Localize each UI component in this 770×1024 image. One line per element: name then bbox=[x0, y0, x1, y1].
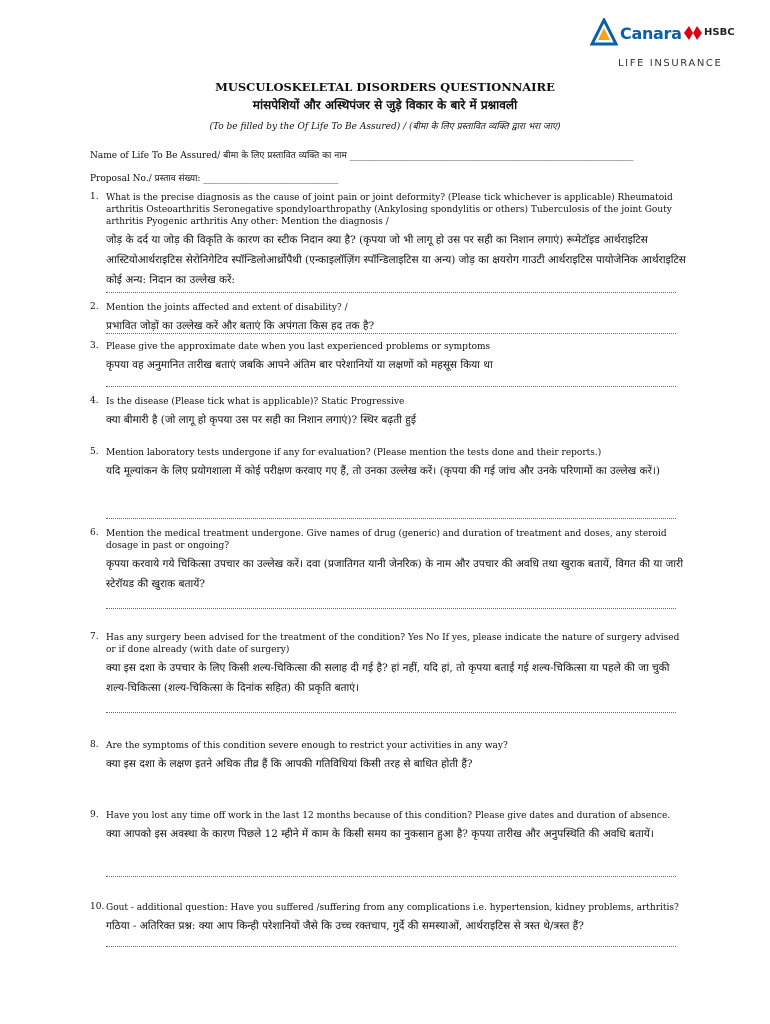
question-text-hi: प्रभावित जोड़ों का उल्लेख करें और बताएं कि अपंगता किस हद तक है? bbox=[106, 320, 375, 332]
question-text-hi: यदि मूल्यांकन के लिए प्रयोगशाला में कोई परीक्षण करवाए गए हैं, तो उनका उल्लेख करें। (कृपया की गई जांच और उनके परिणामों का उल्लेख करें।) bbox=[106, 465, 660, 477]
question-8 bbox=[90, 740, 690, 774]
answer-line-10[interactable] bbox=[106, 946, 676, 947]
answer-line-3[interactable] bbox=[106, 386, 676, 387]
question-number: 4. bbox=[90, 396, 99, 406]
question-text-hi: क्या आपको इस अवस्था के कारण पिछले 12 म्हीने में काम के किसी समय का नुकसान हुआ है? कृपया तारीख और अनुपस्थिति की अवधि बतायें। bbox=[106, 828, 654, 840]
name-of-life-assured-field[interactable]: Name of Life To Be Assured/ बीमा के लिए प्रस्तावित व्यक्ति का नाम _______________________________________________________________ bbox=[90, 151, 634, 161]
question-10 bbox=[90, 902, 690, 936]
question-text-en: Mention laboratory tests undergone if any for evaluation? (Please mention the tests done and their reports.) bbox=[106, 448, 602, 458]
question-number: 1. bbox=[90, 192, 99, 202]
question-text-hi: जोड़ के दर्द या जोड़ की विकृति के कारण का स्टीक निदान क्या है? (कृपया जो भी लागू हो उस पर सही का निशान लगाएं) रूमेटॉइड आर्थराइटिस आस्टियोआर्थराइटिस सेरोनिगेटिव स्पॉन्डिलोआर्थ्रोपैथी (एन्काइलॉज़िंग स्पॉन्डिलाइटिस या अन्य) जोड़ का क्षयरोग गाउटी आर्थराइटिस पायोजेनिक आर्थराइटिस कोई अन्य: निदान का उल्लेख करें: bbox=[106, 234, 686, 286]
question-text-en: Has any surgery been advised for the treatment of the condition? Yes No If yes, please indicate the nature of surgery advised or if done already (with date of surgery) bbox=[106, 633, 680, 655]
question-7 bbox=[90, 632, 690, 698]
question-text-hi: क्या बीमारी है (जो लागू हो कृपया उस पर सही का निशान लगाएं)? स्थिर बढ़ती हुई bbox=[106, 414, 417, 426]
question-text-hi: क्या इस दशा के उपचार के लिए किसी शल्य-चिकित्सा की सलाह दी गई है? हां नहीं, यदि हां, तो कृपया बताई गई शल्य-चिकित्सा या पहले की जा चुकी शल्य-चिकित्सा (शल्य-चिकित्सा के दिनांक सहित) की प्रकृति बताएं। bbox=[106, 662, 670, 694]
answer-line-7[interactable] bbox=[106, 712, 676, 713]
question-4 bbox=[90, 396, 690, 430]
question-number: 9. bbox=[90, 810, 99, 820]
question-number: 3. bbox=[90, 341, 99, 351]
question-text-en: Please give the approximate date when you last experienced problems or symptoms bbox=[106, 342, 491, 352]
answer-line-5[interactable] bbox=[106, 518, 676, 519]
proposal-number-field[interactable]: Proposal No./ प्रस्ताव संख्या: ______________________________ bbox=[90, 174, 339, 184]
question-text-en: Gout - additional question: Have you suffered /suffering from any complications i.e. hypertension, kidney problems, arthritis? bbox=[106, 903, 679, 913]
question-text-en: Is the disease (Please tick what is applicable)? Static Progressive bbox=[106, 397, 405, 407]
canara-triangle-icon bbox=[590, 18, 618, 48]
question-text-hi: कृपया करवाये गये चिकित्सा उपचार का उल्लेख करें। दवा (प्रजातिगत यानी जेनरिक) के नाम और उपचार की अवधि तथा खुराक बतायें, विगत की या जारी स्टेरॉयड की खुराक बतायें? bbox=[106, 558, 684, 590]
question-3 bbox=[90, 341, 690, 375]
question-number: 6. bbox=[90, 528, 99, 538]
question-text-en: Mention the medical treatment undergone. Give names of drug (generic) and duration of treatment and doses, any steroid dosage in past or ongoing? bbox=[106, 529, 667, 551]
document-title: MUSCULOSKELETAL DISORDERS QUESTIONNAIRE bbox=[215, 80, 555, 94]
product-name: LIFE INSURANCE bbox=[618, 58, 723, 69]
document-subtitle: (To be filled by the Of Life To Be Assured) / (बीमा के लिए प्रस्तावित व्यक्ति द्वारा भरा जाए) bbox=[209, 122, 561, 132]
question-5 bbox=[90, 447, 690, 481]
question-number: 8. bbox=[90, 740, 99, 750]
answer-line-1[interactable] bbox=[106, 292, 676, 293]
question-9 bbox=[90, 810, 690, 844]
company-logo bbox=[590, 18, 735, 74]
partner-name: HSBC bbox=[704, 27, 735, 38]
question-text-hi: क्या इस दशा के लक्षण इतने अधिक तीव्र हैं कि आपकी गतिविधियां किसी तरह से बाधित होती हैं? bbox=[106, 758, 473, 770]
question-1 bbox=[90, 192, 690, 290]
question-number: 7. bbox=[90, 632, 99, 642]
question-6 bbox=[90, 528, 690, 594]
answer-line-9[interactable] bbox=[106, 876, 676, 877]
question-text-en: Are the symptoms of this condition severe enough to restrict your activities in any way? bbox=[106, 741, 508, 751]
question-text-en: Mention the joints affected and extent of disability? / bbox=[106, 303, 348, 313]
brand-name: Canara bbox=[620, 24, 682, 43]
answer-line-2[interactable] bbox=[106, 333, 676, 334]
question-text-hi: कृपया वह अनुमानित तारीख बताएं जबकि आपने अंतिम बार परेशानियों या लक्षणों को महसूस किया था bbox=[106, 359, 493, 371]
question-2 bbox=[90, 302, 690, 336]
document-title-hindi: मांसपेशियों और अस्थिपंजर से जुड़े विकार के बारे में प्रश्नावली bbox=[252, 98, 518, 112]
hsbc-hexagon-icon bbox=[684, 26, 702, 40]
question-number: 2. bbox=[90, 302, 99, 312]
question-number: 5. bbox=[90, 447, 99, 457]
question-text-hi: गठिया - अतिरिक्त प्रश्न: क्या आप किन्ही परेशानियों जैसे कि उच्च रक्तचाप, गुर्दे की समस्याओं, आर्थराइटिस से त्रस्त थे/त्रस्त हैं? bbox=[106, 920, 584, 932]
answer-line-6[interactable] bbox=[106, 608, 676, 609]
question-number: 10. bbox=[90, 902, 105, 912]
question-text-en: Have you lost any time off work in the last 12 months because of this condition? Please give dates and duration of absence. bbox=[106, 811, 671, 821]
question-text-en: What is the precise diagnosis as the cause of joint pain or joint deformity? (Please tick whichever is applicable) Rheumatoid arthritis Osteoarthritis Seronegative spondyloarthropathy (Ankylosing spondylitis or others) Tuberculosis of the joint Gouty arthritis Pyogenic arthritis Any other: Mention the diagnosis / bbox=[106, 193, 673, 227]
